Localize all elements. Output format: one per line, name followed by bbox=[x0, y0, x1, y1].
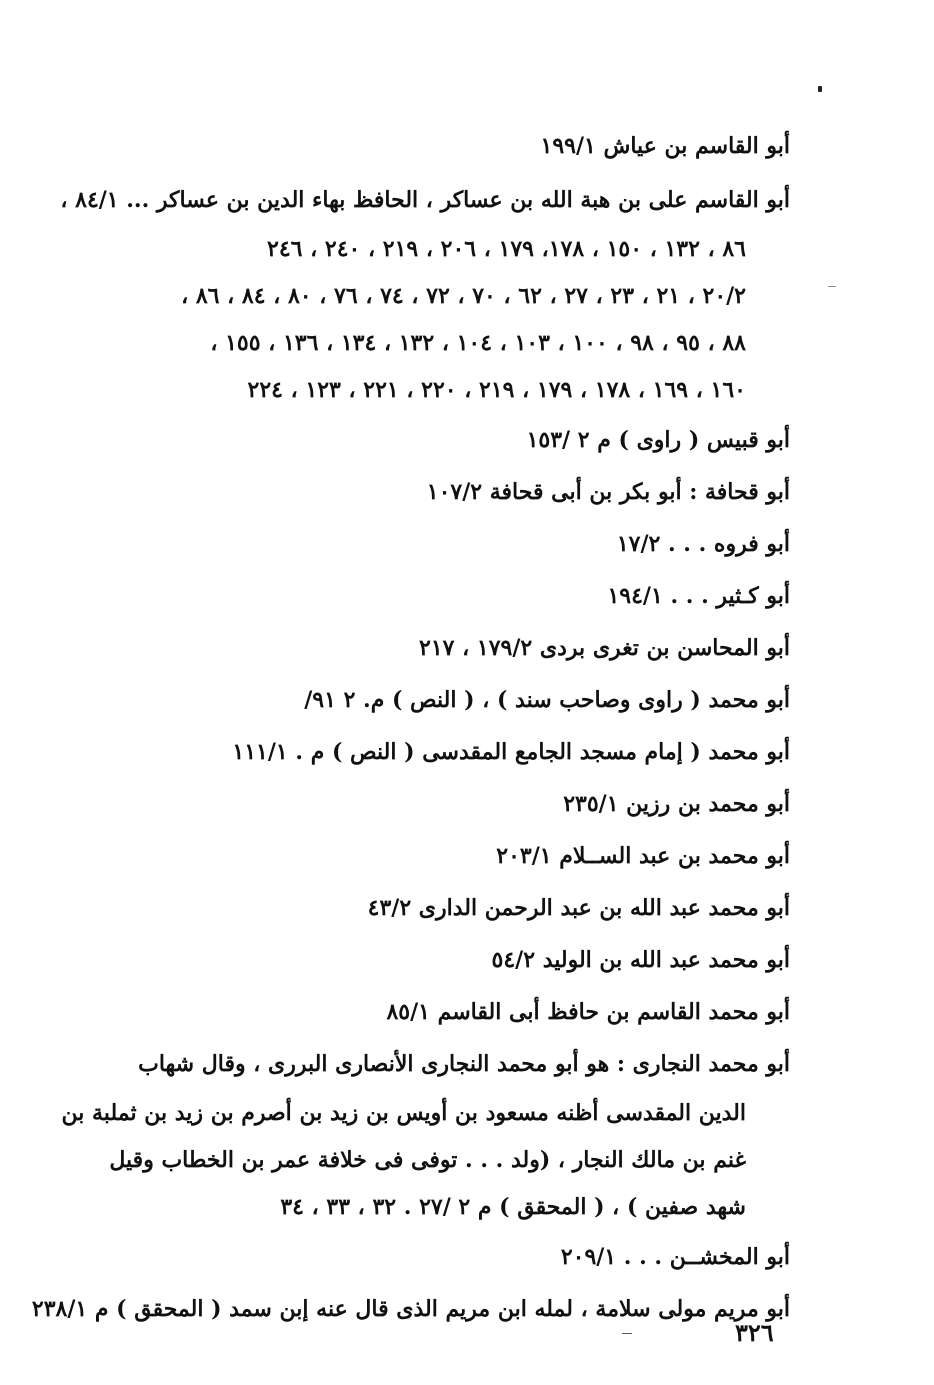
entry-line: أبو القاسم بن عياش ١٩٩/١ bbox=[540, 133, 790, 159]
index-entry bbox=[31, 1283, 790, 1335]
entry-line: أبو مريم مولى سلامة ، لمله ابن مريم الذى قال عنه إبن سمد ( المحقق ) م ٢٣٨/١ bbox=[31, 1296, 790, 1322]
index-entry bbox=[50, 518, 790, 570]
entry-line: أبو محمد عبد الله بن الوليد ٥٤/٢ bbox=[491, 947, 790, 973]
entry-line: ٢٠/٢ ، ٢١ ، ٢٣ ، ٢٧ ، ٦٢ ، ٧٠ ، ٧٢ ، ٧٤ ، ٧٦ ، ٨٠ ، ٨٤ ، ٨٦ ، bbox=[181, 283, 746, 309]
index-entry bbox=[50, 570, 790, 622]
margin-tick bbox=[828, 286, 836, 287]
entry-line: ٨٨ ، ٩٥ ، ٩٨ ، ١٠٠ ، ١٠٣ ، ١٠٤ ، ١٣٢ ، ١٣٤ ، ١٣٦ ، ١٥٥ ، bbox=[210, 330, 746, 356]
entry-line: أبو قحافة : أبو بكر بن أبى قحافة ١٠٧/٢ bbox=[426, 479, 790, 505]
entry-line: الدين المقدسى أظنه مسعود بن أويس بن زيد بن أصرم بن زيد بن ثملبة بن bbox=[61, 1100, 746, 1126]
entry-line: أبو محمد بن رزين ٢٣٥/١ bbox=[563, 791, 790, 817]
index-entry bbox=[50, 1038, 790, 1231]
entry-line: أبو محمد ( إمام مسجد الجامع المقدسى ( النص ) م . ١١١/١ bbox=[232, 739, 790, 765]
entry-line: أبو محمد النجارى : هو أبو محمد النجارى الأنصارى البررى ، وقال شهاب bbox=[138, 1051, 790, 1077]
index-entry bbox=[50, 830, 790, 882]
index-entry bbox=[50, 118, 790, 174]
entry-line: ١٦٠ ، ١٦٩ ، ١٧٨ ، ١٧٩ ، ٢١٩ ، ٢٢٠ ، ٢٢١ ، ١٢٣ ، ٢٢٤ bbox=[247, 377, 746, 403]
entry-line: ٨٦ ، ١٣٢ ، ١٥٠ ، ١٧٨، ١٧٩ ، ٢٠٦ ، ٢١٩ ، ٢٤٠ ، ٢٤٦ bbox=[267, 236, 746, 262]
index-entry bbox=[50, 466, 790, 518]
ink-mark bbox=[818, 86, 822, 92]
index-entry bbox=[50, 622, 790, 674]
entry-line: أبو فروه . . . ١٧/٢ bbox=[616, 531, 790, 557]
index-entry bbox=[50, 414, 790, 466]
divider-dash bbox=[622, 1333, 632, 1334]
index-entry bbox=[50, 726, 790, 778]
entry-line: غنم بن مالك النجار ، (ولد . . . توفى فى خلافة عمر بن الخطاب وقيل bbox=[109, 1147, 746, 1173]
entry-line: أبو محمد ( راوى وصاحب سند ) ، ( النص ) م. ٢ ٩١/ bbox=[304, 687, 790, 713]
entry-line: أبو محمد عبد الله بن عبد الرحمن الدارى ٤٣/٢ bbox=[367, 895, 790, 921]
entry-line: شهد صفين ) ، ( المحقق ) م ٢ /٢٧ . ٣٢ ، ٣٣ ، ٣٤ bbox=[280, 1194, 746, 1220]
index-entry bbox=[50, 174, 790, 414]
index-entry bbox=[50, 1231, 790, 1283]
index-list bbox=[31, 118, 790, 1335]
page-number: ٣٢٦ bbox=[735, 1318, 774, 1347]
entry-line: أبو كـثير . . . ١٩٤/١ bbox=[607, 583, 790, 609]
index-entry bbox=[50, 934, 790, 986]
index-entry bbox=[50, 674, 790, 726]
entry-line: أبو محمد القاسم بن حافظ أبى القاسم ٨٥/١ bbox=[386, 999, 790, 1025]
entry-line: أبو محمد بن عبد الســلام ٢٠٣/١ bbox=[496, 843, 790, 869]
index-entry bbox=[50, 986, 790, 1038]
entry-line: أبو المحاسن بن تغرى بردى ١٧٩/٢ ، ٢١٧ bbox=[419, 635, 790, 661]
entry-line: أبو القاسم على بن هبة الله بن عساكر ، الحافظ بهاء الدين بن عساكر ... ٨٤/١ ، bbox=[60, 187, 790, 213]
entry-line: أبو قبيس ( راوى ) م ٢ /١٥٣ bbox=[526, 427, 790, 453]
entry-line: أبو المخشــن . . . ٢٠٩/١ bbox=[560, 1244, 790, 1270]
index-entry bbox=[50, 882, 790, 934]
index-entry bbox=[50, 778, 790, 830]
